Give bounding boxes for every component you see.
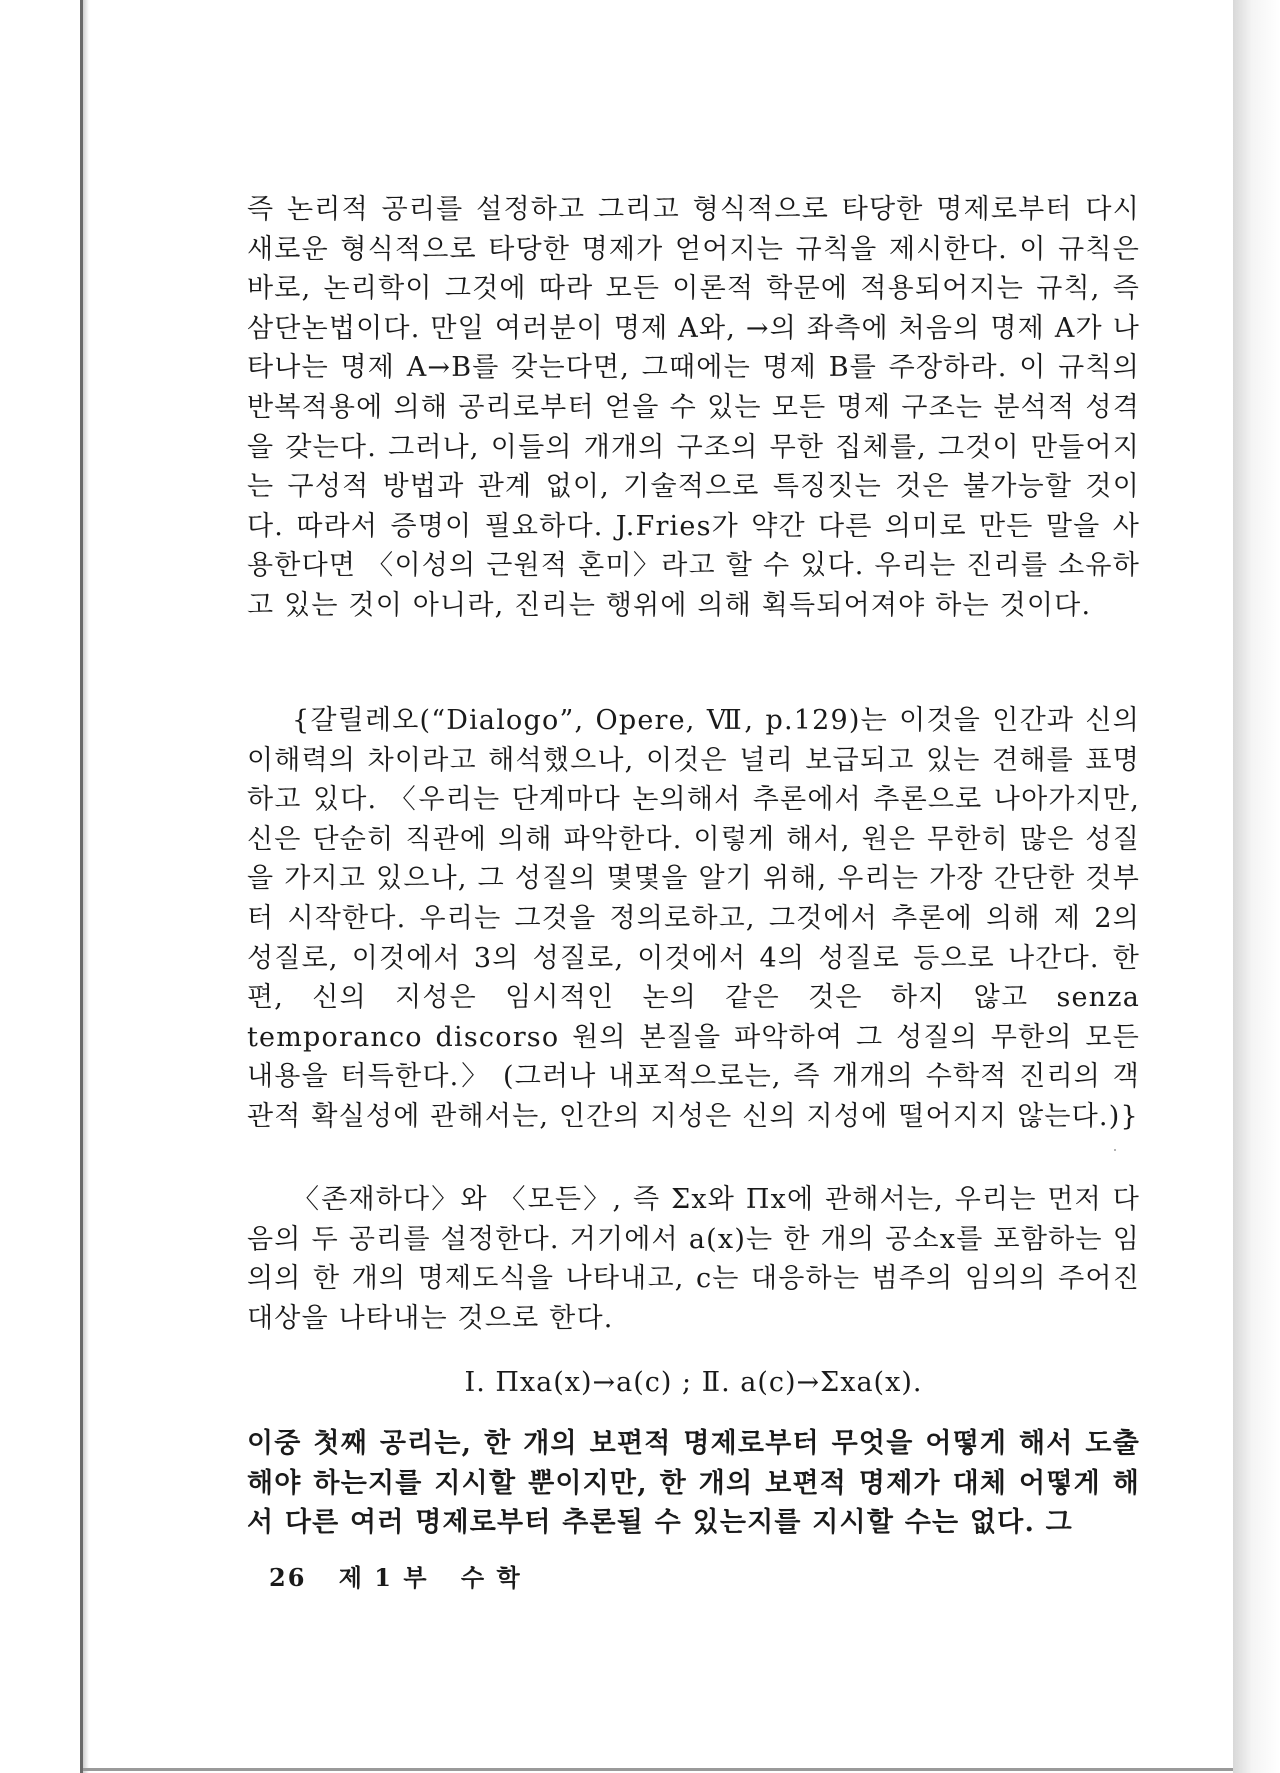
- paragraph-text: 즉 논리적 공리를 설정하고 그리고 형식적으로 타당한 명제로부터 다시 새로운 형식적으로 타당한 명제가 얻어지는 규칙을 제시한다. 이 규칙은 바로, 논리학이 그것에 따라 모든 이론적 학문에 적용되어지는 규칙, 즉 삼단논법이다. 만일 여러분이 명제 A와, →의 좌측에 처음의 명제 A가 나타나는 명제 A→B를 갖는다면, 그때에는 명제 B를 주장하라. 이 규칙의 반복적용에 의해 공리로부터 얻을 수 있는 모든 명제 구조는 분석적 성격을 갖는다. 그러나, 이들의 개개의 구조의 무한 집체를, 그것이 만들어지는 구성적 방법과 관계 없이, 기술적으로 특징짓는 것은 불가능할 것이다. 따라서 증명이 필요하다. J.Fries가 약간 다른 의미로 만든 말을 사용한다면 〈이성의 근원적 혼미〉라고 할 수 있다. 우리는 진리를 소유하고 있는 것이 아니라, 진리는 행위에 의해 획득되어져야 하는 것이다.: [247, 194, 1140, 621]
- body-paragraph-4: [247, 1424, 1140, 1543]
- page-footer: [269, 1560, 544, 1596]
- paragraph-text: 〈존재하다〉와 〈모든〉, 즉 Σx와 Πx에 관해서는, 우리는 먼저 다음의 두 공리를 설정한다. 거기에서 a(x)는 한 개의 공소x를 포함하는 임의의 한 개의 명제도식을 나타내고, c는 대응하는 범주의 임의의 주어진 대상을 나타내는 것으로 한다.: [247, 1184, 1140, 1334]
- axiom-formula: Ⅰ. Πxa(x)→a(c) ; Ⅱ. a(c)→Σxa(x).: [464, 1367, 923, 1398]
- body-paragraph-3: [247, 1180, 1140, 1338]
- scan-speck: [1114, 1149, 1116, 1151]
- outer-margin: [0, 0, 80, 1773]
- page-number: 26: [269, 1563, 307, 1592]
- page-right-shadow: [1233, 0, 1280, 1773]
- paragraph-text: {갈릴레오(“Dialogo”, Opere, Ⅶ, p.129)는 이것을 인간과 신의 이해력의 차이라고 해석했으나, 이것은 널리 보급되고 있는 견해를 표명하고 있다. 〈우리는 단계마다 논의해서 추론에서 추론으로 나아가지만, 신은 단순히 직관에 의해 파악한다. 이렇게 해서, 원은 무한히 많은 성질을 가지고 있으나, 그 성질의 몇몇을 알기 위해, 우리는 가장 간단한 것부터 시작한다. 우리는 그것을 정의로하고, 그것에서 추론에 의해 제 2의 성질로, 이것에서 3의 성질로, 이것에서 4의 성질로 등으로 나간다. 한편, 신의 지성은 임시적인 논의 같은 것은 하지 않고 senza temporanco discorso 원의 본질을 파악하여 그 성질의 무한의 모든 내용을 터득한다.〉 (그러나 내포적으로는, 즉 개개의 수학적 진리의 객관적 확실성에 관해서는, 인간의 지성은 신의 지성에 떨어지지 않는다.)}: [247, 705, 1140, 1132]
- page-bottom-edge: [83, 1768, 1233, 1771]
- page-spine-shadow: [83, 0, 89, 1773]
- part-label: 제 1 부: [338, 1563, 429, 1592]
- section-label: 수 학: [460, 1563, 522, 1592]
- body-paragraph-2: [247, 701, 1140, 1137]
- body-paragraph-1: [247, 190, 1140, 626]
- paragraph-text: 이중 첫째 공리는, 한 개의 보편적 명제로부터 무엇을 어떻게 해서 도출해야 하는지를 지시할 뿐이지만, 한 개의 보편적 명제가 대체 어떻게 해서 다른 여러 명제로부터 추론될 수 있는지를 지시할 수는 없다. 그: [247, 1428, 1140, 1539]
